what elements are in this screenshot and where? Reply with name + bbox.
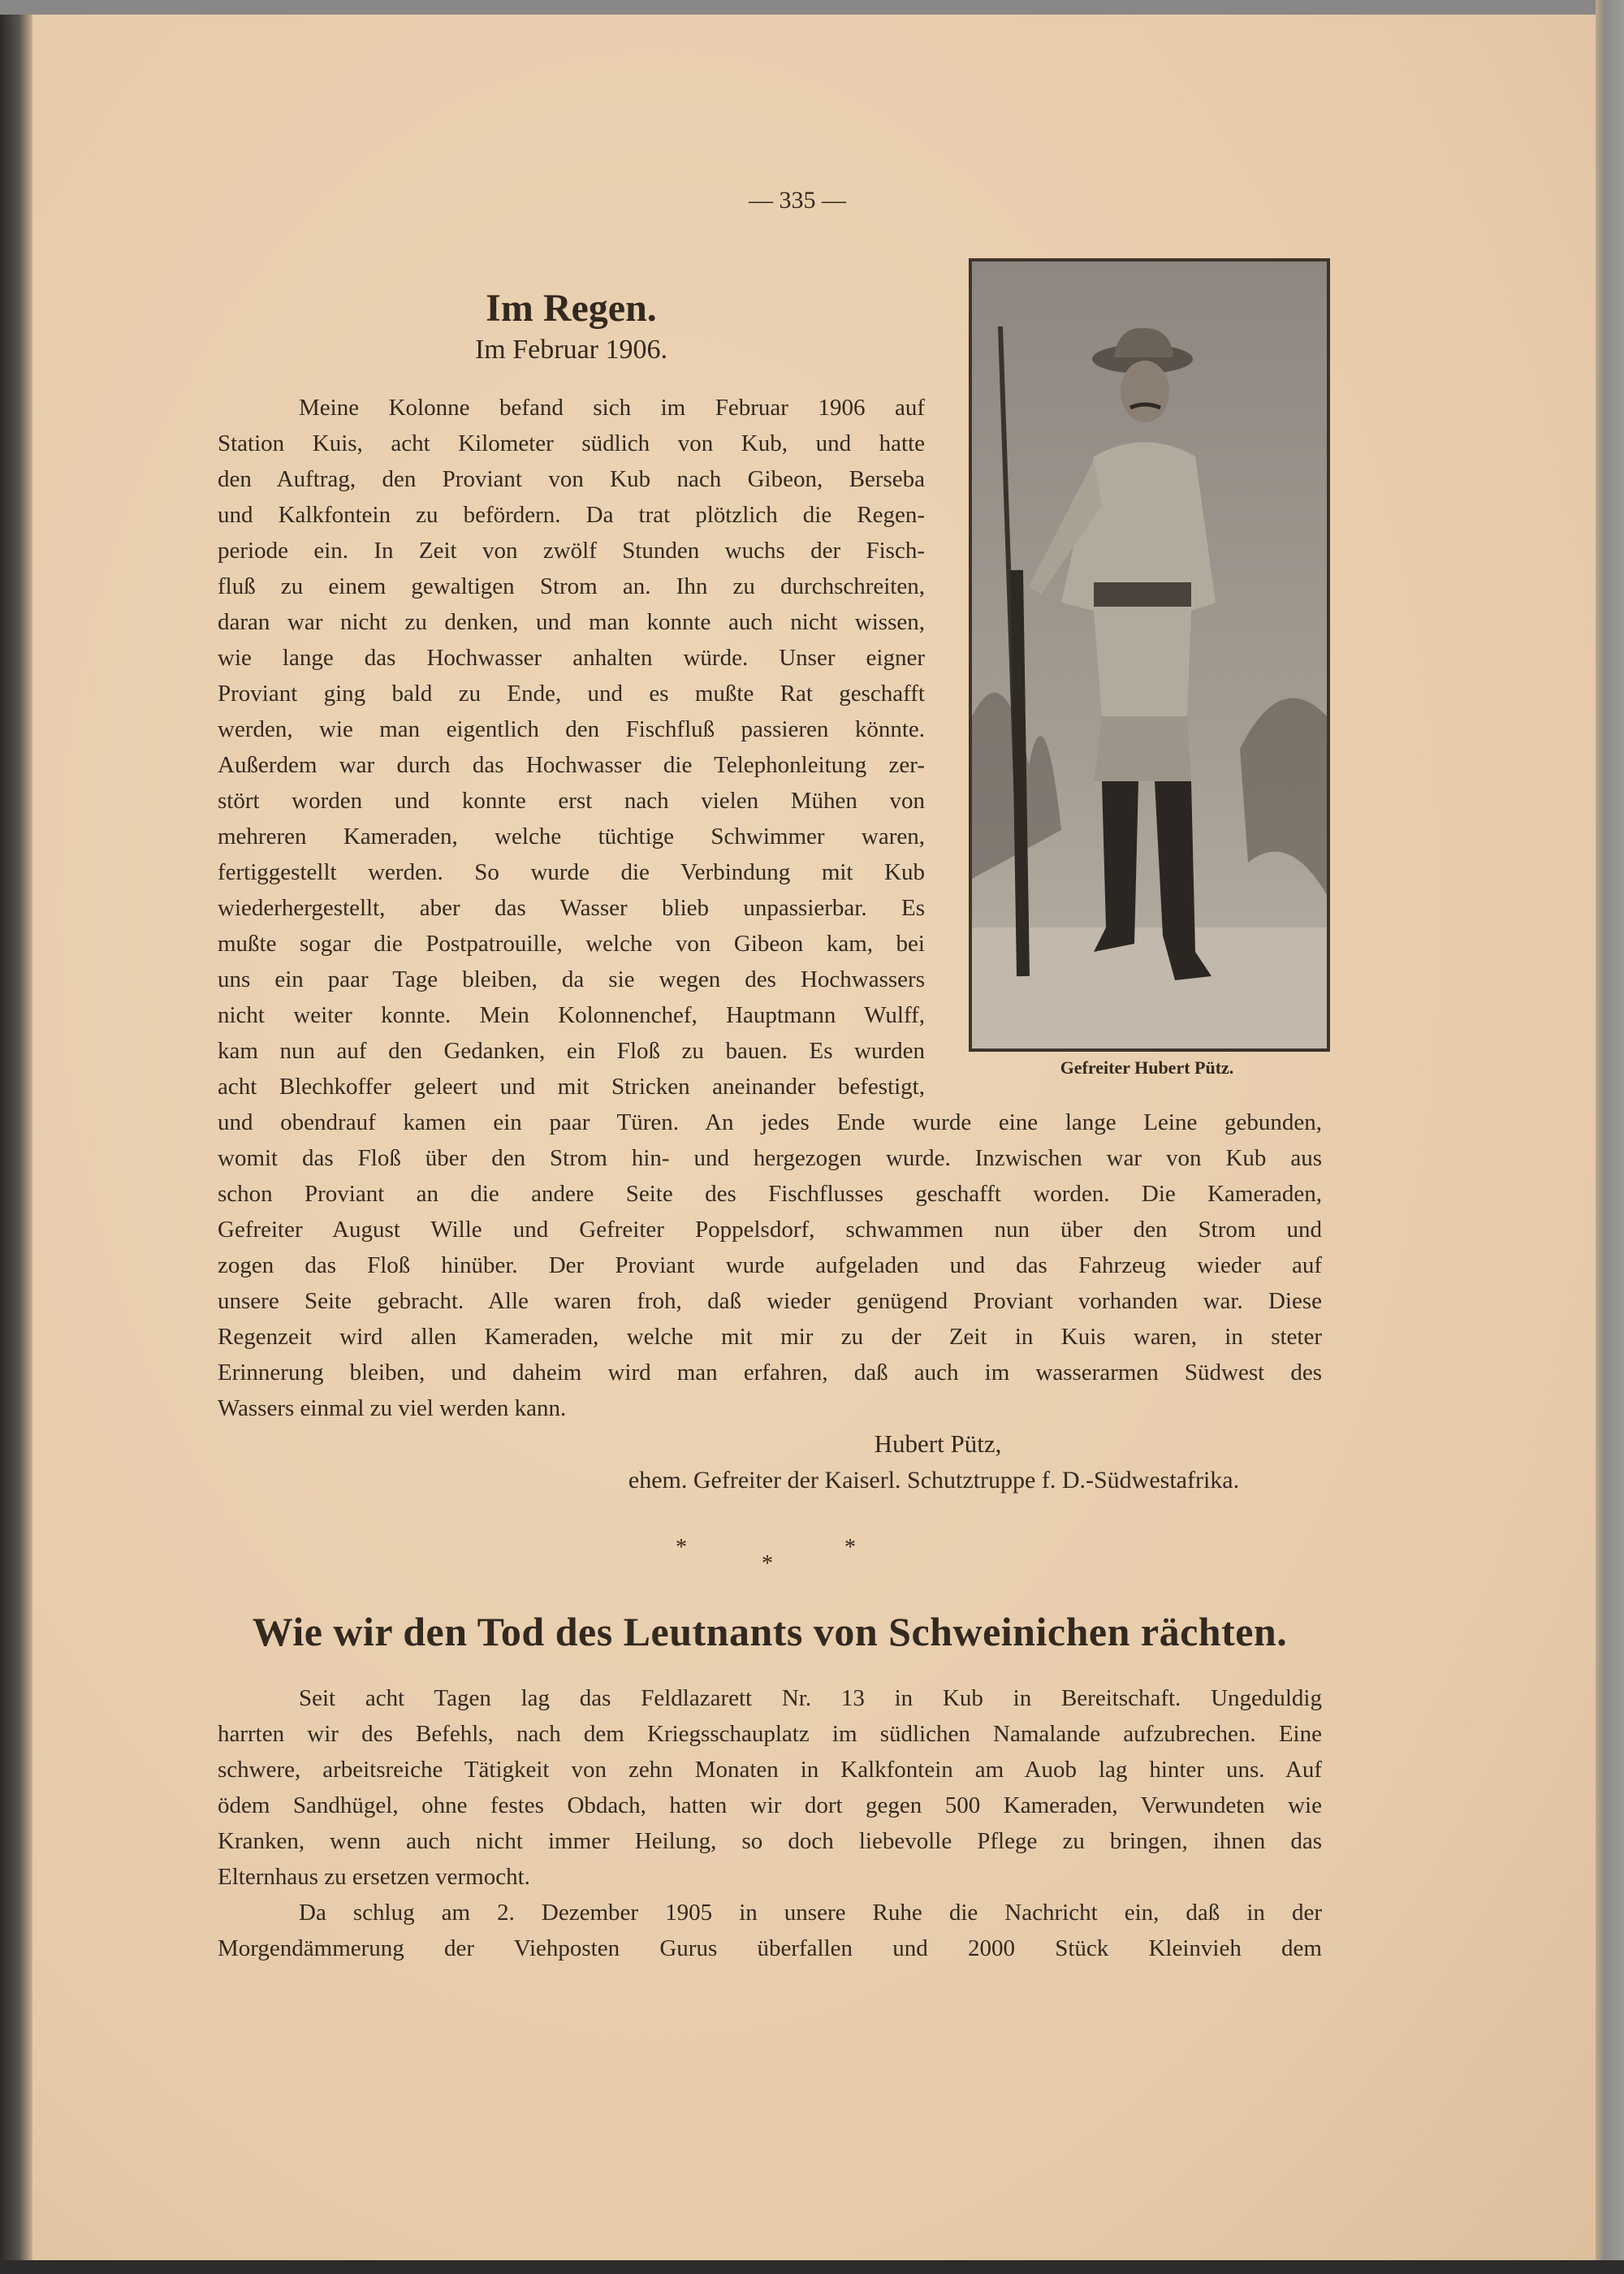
text-line: mehreren Kameraden, welche tüchtige Schwimmer waren, <box>218 824 925 850</box>
text-line: harrten wir des Befehls, nach dem Kriegsschauplatz im südlichen Namalande aufzubrechen. Eine <box>218 1721 1322 1747</box>
scan-bottom-edge <box>0 2260 1624 2274</box>
text-line: womit das Floß über den Strom hin- und hergezogen wurde. Inzwischen war von Kub aus <box>218 1145 1322 1171</box>
text-line: Gefreiter August Wille und Gefreiter Poppelsdorf, schwammen nun über den Strom und <box>218 1217 1322 1243</box>
text-line: Da schlug am 2. Dezember 1905 in unsere Ruhe die Nachricht ein, daß in der <box>299 1900 1322 1926</box>
text-line: den Auftrag, den Proviant von Kub nach Gibeon, Berseba <box>218 466 925 492</box>
text-line: nicht weiter konnte. Mein Kolonnenchef, Hauptmann Wulff, <box>218 1002 925 1028</box>
page-number: — 335 — <box>749 187 846 214</box>
text-line: stört worden und konnte erst nach vielen Mühen von <box>218 788 925 814</box>
text-line: Station Kuis, acht Kilometer südlich von Kub, und hatte <box>218 430 925 456</box>
soldier-portrait-image <box>972 262 1327 1048</box>
book-binding-edge <box>0 0 32 2274</box>
text-line: kam nun auf den Gedanken, ein Floß zu bauen. Es wurden <box>218 1038 925 1064</box>
text-line: wiederhergestellt, aber das Wasser blieb unpassierbar. Es <box>218 895 925 921</box>
text-line: mußte sogar die Postpatrouille, welche von Gibeon kam, bei <box>218 931 925 957</box>
text-line: ödem Sandhügel, ohne festes Obdach, hatten wir dort gegen 500 Kameraden, Verwundeten wie <box>218 1792 1322 1818</box>
text-line: Morgendämmerung der Viehposten Gurus überfallen und 2000 Stück Kleinvieh dem <box>218 1935 1322 1961</box>
text-line: und Kalkfontein zu befördern. Da trat plötzlich die Regen- <box>218 502 925 528</box>
text-line: fluß zu einem gewaltigen Strom an. Ihn zu durchschreiten, <box>218 573 925 599</box>
text-line: schwere, arbeitsreiche Tätigkeit von zehn Monaten in Kalkfontein am Auob lag hinter uns. Auf <box>218 1757 1322 1783</box>
text-line: Elternhaus zu ersetzen vermocht. <box>218 1864 530 1890</box>
text-line: Erinnerung bleiben, und daheim wird man erfahren, daß auch im wasserarmen Südwest des <box>218 1360 1322 1386</box>
text-line: daran war nicht zu denken, und man konnte auch nicht wissen, <box>218 609 925 635</box>
section-separator-asterisk: * <box>762 1551 773 1576</box>
article-subtitle: Im Februar 1906. <box>474 335 667 365</box>
text-line: Proviant ging bald zu Ende, und es mußte Rat geschafft <box>218 681 925 707</box>
text-line: wie lange das Hochwasser anhalten würde. Unser eigner <box>218 645 925 671</box>
section-separator-asterisk: * <box>844 1535 856 1560</box>
section-separator-asterisk: * <box>676 1535 687 1560</box>
text-line: zogen das Floß hinüber. Der Proviant wurde aufgeladen und das Fahrzeug wieder auf <box>218 1252 1322 1278</box>
text-line: unsere Seite gebracht. Alle waren froh, daß wieder genügend Proviant vorhanden war. Diese <box>218 1288 1322 1314</box>
scan-top-edge <box>0 0 1624 15</box>
text-line: periode ein. In Zeit von zwölf Stunden wuchs der Fisch- <box>218 538 925 564</box>
text-line: und obendrauf kamen ein paar Türen. An jedes Ende wurde eine lange Leine gebunden, <box>218 1109 1322 1135</box>
text-line: werden, wie man eigentlich den Fischfluß passieren könnte. <box>218 716 925 742</box>
text-line: uns ein paar Tage bleiben, da sie wegen des Hochwassers <box>218 966 925 992</box>
text-line: Seit acht Tagen lag das Feldlazarett Nr. 13 in Kub in Bereitschaft. Ungeduldig <box>299 1685 1322 1711</box>
text-line: Wassers einmal zu viel werden kann. <box>218 1395 567 1421</box>
author-signature-name: Hubert Pütz, <box>874 1429 1002 1458</box>
text-line: fertiggestellt werden. So wurde die Verbindung mit Kub <box>218 859 925 885</box>
article-title: Wie wir den Tod des Leutnants von Schweinichen rächten. <box>252 1609 1288 1654</box>
text-line: schon Proviant an die andere Seite des Fischflusses geschafft worden. Die Kameraden, <box>218 1181 1322 1207</box>
article-title: Im Regen. <box>486 287 657 330</box>
text-line: Meine Kolonne befand sich im Februar 1906 auf <box>299 395 925 421</box>
soldier-photograph <box>969 258 1330 1052</box>
page-stack-edge <box>1596 0 1624 2274</box>
text-line: Kranken, wenn auch nicht immer Heilung, so doch liebevolle Pflege zu bringen, ihnen das <box>218 1828 1322 1854</box>
author-signature-role: ehem. Gefreiter der Kaiserl. Schutztruppe f. D.-Südwestafrika. <box>628 1467 1240 1494</box>
text-line: acht Blechkoffer geleert und mit Stricken aneinander befestigt, <box>218 1074 925 1100</box>
text-line: Außerdem war durch das Hochwasser die Telephonleitung zer- <box>218 752 925 778</box>
photo-caption: Gefreiter Hubert Pütz. <box>1060 1057 1234 1078</box>
text-line: Regenzeit wird allen Kameraden, welche mit mir zu der Zeit in Kuis waren, in steter <box>218 1324 1322 1350</box>
